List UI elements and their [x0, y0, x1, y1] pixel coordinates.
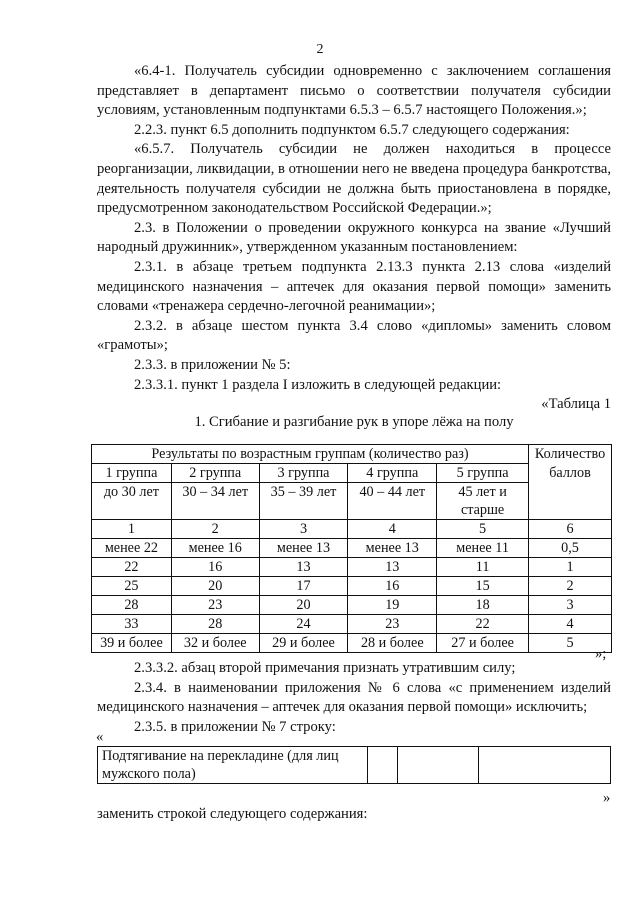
col-number: 2	[171, 520, 259, 539]
table-row	[98, 747, 611, 784]
header-score: Количество баллов	[529, 445, 612, 520]
paragraph-2-3-2: 2.3.2. в абзаце шестом пункта 3.4 слово «дипломы» заменить словом «грамоты»;	[97, 317, 611, 354]
cell: 25	[92, 577, 172, 596]
cell: 13	[259, 558, 348, 577]
cell: менее 13	[348, 539, 437, 558]
cell: 1	[529, 558, 612, 577]
col-number: 5	[437, 520, 529, 539]
closing-quote-2: »	[603, 790, 611, 806]
age-2: 30 – 34 лет	[171, 483, 259, 520]
cell: менее 22	[92, 539, 172, 558]
cell: 32 и более	[171, 634, 259, 653]
cell: 20	[259, 596, 348, 615]
open-quote: «	[96, 729, 104, 745]
cell: 33	[92, 615, 172, 634]
line-cell-empty	[397, 747, 478, 784]
paragraph-6-5-7: «6.5.7. Получатель субсидии не должен находиться в процессе реорганизации, ликвидации, в отношении него не введена процедура банкротства, деятельность получателя субсидии не должна быть приостановлена в порядке, предусмотренном законодательством Российской Федерации.»;	[97, 141, 611, 217]
line-cell-empty	[479, 747, 611, 784]
cell: 2	[529, 577, 612, 596]
closing-quote: »;	[595, 646, 607, 662]
cell: 13	[348, 558, 437, 577]
cell: 15	[437, 577, 529, 596]
col-number: 6	[529, 520, 612, 539]
cell: 17	[259, 577, 348, 596]
cell: 24	[259, 615, 348, 634]
cell: менее 16	[171, 539, 259, 558]
cell: 28 и более	[348, 634, 437, 653]
paragraph-2-3-3: 2.3.3. в приложении № 5:	[134, 356, 291, 373]
cell: 16	[171, 558, 259, 577]
header-results: Результаты по возрастным группам (количество раз)	[92, 445, 529, 464]
cell: 29 и более	[259, 634, 348, 653]
column-numbers-row	[92, 520, 612, 539]
group-2: 2 группа	[171, 464, 259, 483]
paragraph-2-2-3: 2.2.3. пункт 6.5 дополнить подпунктом 6.5.7 следующего содержания:	[134, 121, 570, 138]
line-cell-text: Подтягивание на перекладине (для лиц мужского пола)	[98, 747, 368, 784]
table-row	[92, 596, 612, 615]
group-5: 5 группа	[437, 464, 529, 483]
cell: менее 11	[437, 539, 529, 558]
cell: 3	[529, 596, 612, 615]
group-1: 1 группа	[92, 464, 172, 483]
cell: 18	[437, 596, 529, 615]
age-5: 45 лет и старше	[437, 483, 529, 520]
results-table	[91, 444, 612, 653]
table-title: 1. Сгибание и разгибание рук в упоре лёжа на полу	[194, 414, 514, 430]
paragraph-2-3-3-1: 2.3.3.1. пункт 1 раздела I изложить в следующей редакции:	[134, 376, 502, 393]
cell: 20	[171, 577, 259, 596]
paragraph-2-3-1: 2.3.1. в абзаце третьем подпункта 2.13.3 пункта 2.13 слова «изделий медицинского назначения – аптечек для оказания первой помощи» заменить словами «тренажера сердечно-легочной реанимации»;	[97, 258, 611, 315]
age-3: 35 – 39 лет	[259, 483, 348, 520]
table-row	[92, 615, 612, 634]
table-row	[92, 577, 612, 596]
cell: 11	[437, 558, 529, 577]
cell: 4	[529, 615, 612, 634]
table-label: «Таблица 1	[541, 396, 611, 413]
cell: 39 и более	[92, 634, 172, 653]
line-cell-empty	[368, 747, 398, 784]
cell: 27 и более	[437, 634, 529, 653]
replaced-line-table	[97, 746, 611, 784]
col-number: 1	[92, 520, 172, 539]
table-row	[92, 539, 612, 558]
paragraph-2-3: 2.3. в Положении о проведении окружного конкурса на звание «Лучший народный дружинник», утвержденном указанным постановлением:	[97, 219, 611, 256]
body-text-top	[97, 62, 611, 415]
group-3: 3 группа	[259, 464, 348, 483]
table-row	[92, 558, 612, 577]
paragraph-6-4-1: «6.4-1. Получатель субсидии одновременно с заключением соглашения представляет в департамент письмо о соответствии получателя субсидии условиям, установленным подпунктами 6.5.3 – 6.5.7 настоящего Положения.»;	[97, 63, 611, 119]
group-4: 4 группа	[348, 464, 437, 483]
paragraph-2-3-3-2: 2.3.3.2. абзац второй примечания признать утратившим силу;	[134, 660, 516, 676]
col-number: 3	[259, 520, 348, 539]
cell: 22	[437, 615, 529, 634]
cell: менее 13	[259, 539, 348, 558]
cell: 5	[529, 634, 612, 653]
cell: 16	[348, 577, 437, 596]
cell: 28	[171, 615, 259, 634]
table-row	[92, 634, 612, 653]
cell: 23	[171, 596, 259, 615]
cell: 23	[348, 615, 437, 634]
cell: 28	[92, 596, 172, 615]
cell: 19	[348, 596, 437, 615]
body-text-bottom	[97, 659, 611, 737]
cell: 0,5	[529, 539, 612, 558]
col-number: 4	[348, 520, 437, 539]
paragraph-2-3-4: 2.3.4. в наименовании приложения № 6 слова «с применением изделий медицинского назначения – аптечек для оказания первой помощи» исключить;	[97, 679, 611, 716]
page-number: 2	[316, 42, 324, 57]
age-4: 40 – 44 лет	[348, 483, 437, 520]
paragraph-2-3-5: 2.3.5. в приложении № 7 строку:	[134, 718, 336, 735]
cell: 22	[92, 558, 172, 577]
replace-text: заменить строкой следующего содержания:	[97, 806, 368, 822]
age-1: до 30 лет	[92, 483, 172, 520]
